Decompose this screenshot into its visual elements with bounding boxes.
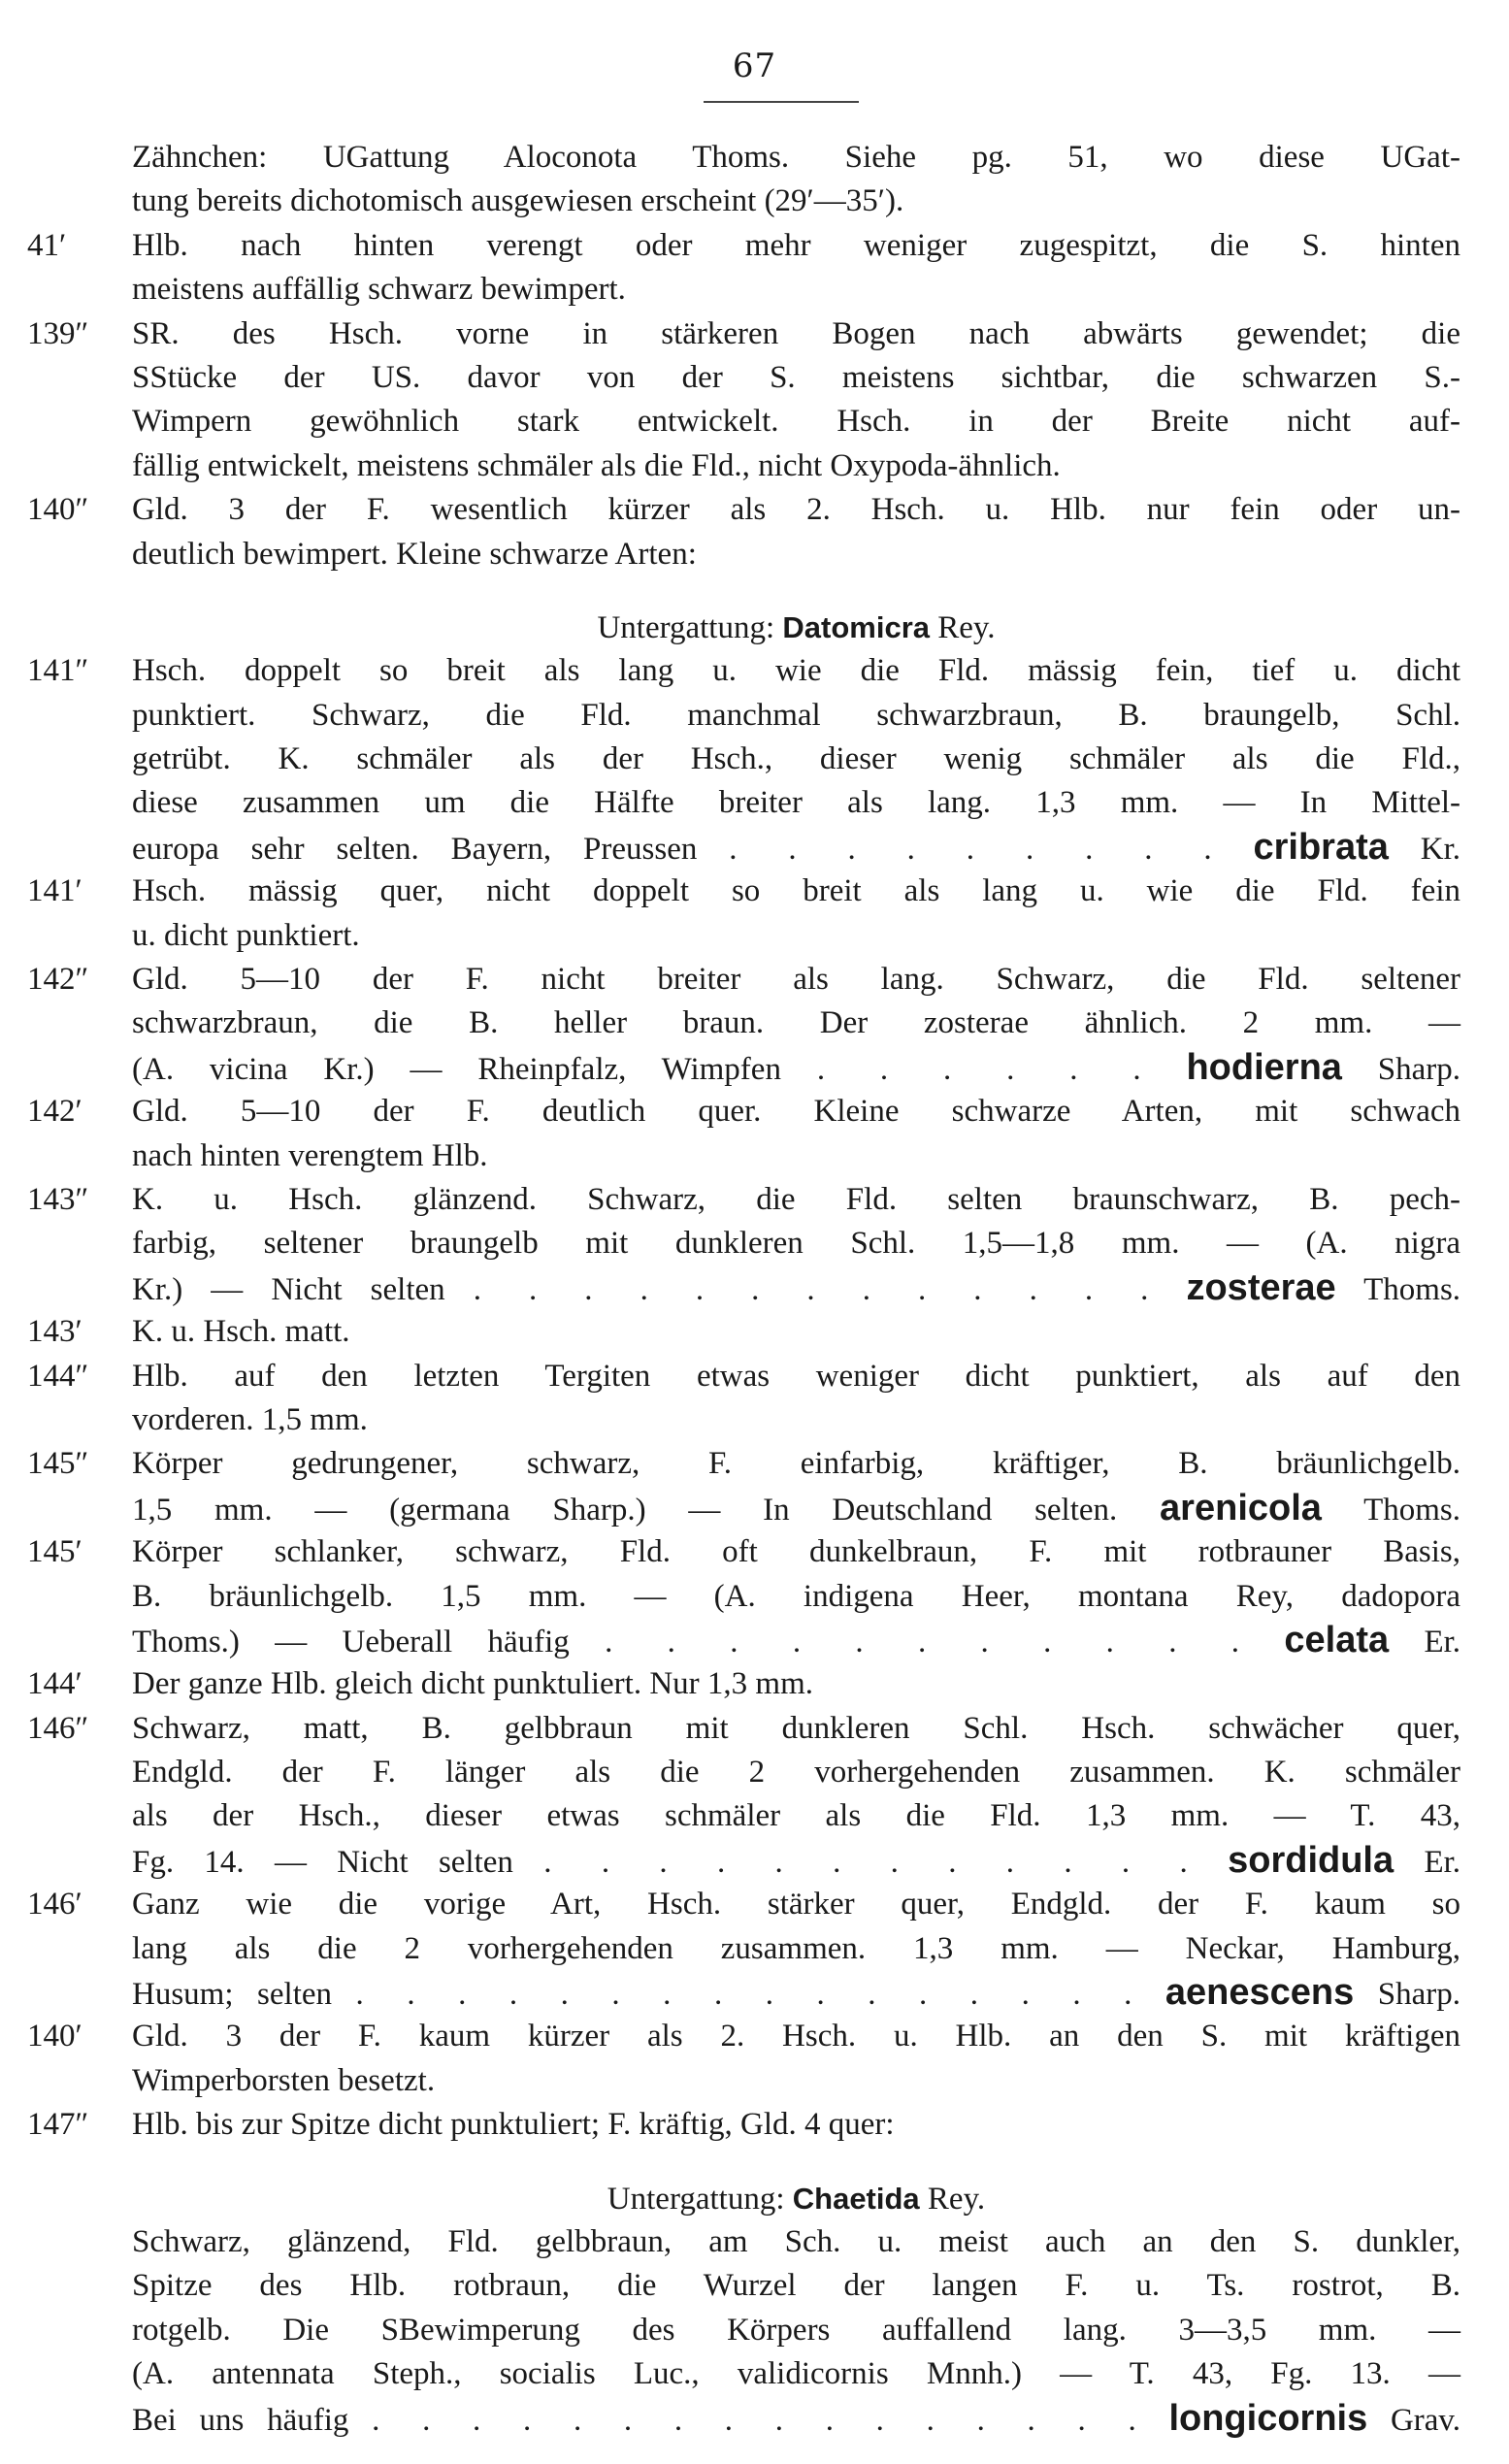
text-line xyxy=(0,1575,1509,1619)
species-author: Er. xyxy=(1424,1844,1461,1880)
text-line xyxy=(0,1707,1509,1751)
body-text: Körper gedrungener, schwarz, F. einfarbig, kräftiger, B. bräunlichgelb. xyxy=(132,1446,1460,1482)
text-line xyxy=(0,1090,1509,1133)
text-line xyxy=(0,1134,1509,1178)
species-line-text: Bei uns häufig xyxy=(132,2402,349,2438)
body-text: tung bereits dichotomisch ausgewiesen erscheint (29′—35′). xyxy=(132,183,904,219)
leader-dots: . . . . . . . . . . . . xyxy=(543,1844,1197,1880)
text-line xyxy=(0,1442,1509,1486)
body-text: SR. des Hsch. vorne in stärkeren Bogen nach abwärts gewendet; die xyxy=(132,315,1460,351)
body-text: Gld. 3 der F. wesentlich kürzer als 2. Hsch. u. Hlb. nur fein oder un- xyxy=(132,492,1460,528)
species-name: cribrata xyxy=(1253,826,1389,868)
text-line xyxy=(0,444,1509,488)
text-line xyxy=(0,1398,1509,1442)
species-line-text: Husum; selten xyxy=(132,1977,333,2013)
text-line xyxy=(0,2309,1509,2352)
species-author: Thoms. xyxy=(1363,1492,1460,1528)
text-line xyxy=(0,2103,1509,2147)
species-name: celata xyxy=(1284,1619,1390,1660)
body-text: punktiert. Schwarz, die Fld. manchmal schwarzbraun, B. braungelb, Schl. xyxy=(132,697,1460,733)
text-line xyxy=(0,649,1509,693)
couplet-number: 41′ xyxy=(27,227,67,263)
species-line xyxy=(132,2397,1460,2443)
species-name: aenescens xyxy=(1165,1972,1355,2014)
leader-dots: . . . . . . . . . . . xyxy=(605,1624,1250,1659)
species-line-text: europa sehr selten. Bayern, Preussen xyxy=(132,831,698,867)
text-line xyxy=(0,268,1509,312)
page-number-rule xyxy=(704,101,859,103)
species-line xyxy=(132,1266,1460,1312)
couplet-number: 140″ xyxy=(27,492,89,528)
body-text: Gld. 5—10 der F. nicht breiter als lang. Schwarz, die Fld. seltener xyxy=(132,962,1460,998)
text-line xyxy=(0,606,1509,649)
text-line xyxy=(0,1927,1509,1971)
species-line xyxy=(132,1839,1460,1885)
body-text: Gld. 3 der F. kaum kürzer als 2. Hsch. u. Hlb. an den S. mit kräftigen xyxy=(132,2019,1460,2054)
body-text: Hsch. mässig quer, nicht doppelt so breit als lang u. wie die Fld. fein xyxy=(132,873,1460,909)
species-author: Kr. xyxy=(1420,831,1461,867)
body-text: fällig entwickelt, meistens schmäler als die Fld., nicht Oxypoda-ähnlich. xyxy=(132,447,1061,483)
heading-author: Rey. xyxy=(930,609,996,645)
body-text: Gld. 5—10 der F. deutlich quer. Kleine schwarze Arten, mit schwach xyxy=(132,1094,1460,1130)
couplet-number: 144″ xyxy=(27,1358,89,1394)
text-line xyxy=(0,694,1509,738)
couplet-number: 141″ xyxy=(27,653,89,689)
text-line xyxy=(0,1046,1509,1090)
text-line xyxy=(0,1751,1509,1794)
text-line xyxy=(0,2177,1509,2220)
text-line xyxy=(0,1971,1509,2015)
body-text: schwarzbraun, die B. heller braun. Der zosterae ähnlich. 2 mm. — xyxy=(132,1005,1460,1041)
subgenus-name: Chaetida xyxy=(792,2181,920,2216)
text-line xyxy=(0,180,1509,223)
text-line xyxy=(0,1619,1509,1662)
body-text: lang als die 2 vorhergehenden zusammen. 1,3 mm. — Neckar, Hamburg, xyxy=(132,1930,1460,1966)
text-line xyxy=(0,312,1509,356)
body-text: Hlb. nach hinten verengt oder mehr weniger zugespitzt, die S. hinten xyxy=(132,227,1460,263)
body-text: nach hinten verengtem Hlb. xyxy=(132,1137,488,1173)
body-text: Wimpern gewöhnlich stark entwickelt. Hsch. in der Breite nicht auf- xyxy=(132,404,1460,440)
couplet-number: 139″ xyxy=(27,315,89,351)
couplet-number: 144′ xyxy=(27,1666,82,1702)
body-text: Endgld. der F. länger als die 2 vorhergehenden zusammen. K. schmäler xyxy=(132,1755,1460,1791)
species-line xyxy=(132,1619,1460,1664)
text-line xyxy=(0,1266,1509,1310)
body-text: getrübt. K. schmäler als der Hsch., dieser wenig schmäler als die Fld., xyxy=(132,741,1460,777)
couplet-number: 143′ xyxy=(27,1314,82,1350)
text-line xyxy=(0,533,1509,576)
subgenus-name: Datomicra xyxy=(782,609,931,644)
text-line xyxy=(0,1178,1509,1222)
text-line xyxy=(0,826,1509,870)
couplet-number: 146′ xyxy=(27,1887,82,1922)
leader-dots: . . . . . . . . . . . . . . . . xyxy=(355,1977,1142,2013)
species-line xyxy=(132,1487,1460,1532)
heading-prefix: Untergattung: xyxy=(607,2181,793,2217)
text-line xyxy=(0,1662,1509,1706)
subgenus-heading xyxy=(132,2177,1460,2221)
couplet-number: 145″ xyxy=(27,1446,89,1482)
body-text: Spitze des Hlb. rotbraun, die Wurzel der langen F. u. Ts. rostrot, B. xyxy=(132,2268,1460,2304)
couplet-number: 143″ xyxy=(27,1181,89,1217)
species-author: Sharp. xyxy=(1377,1051,1461,1087)
couplet-number: 142′ xyxy=(27,1094,82,1130)
species-line-text: Fg. 14. — Nicht selten xyxy=(132,1844,513,1880)
species-line xyxy=(132,1046,1460,1092)
body-text: Schwarz, matt, B. gelbbraun mit dunkleren Schl. Hsch. schwächer quer, xyxy=(132,1710,1460,1746)
body-text: meistens auffällig schwarz bewimpert. xyxy=(132,272,626,308)
text-line xyxy=(0,781,1509,825)
body-text: u. dicht punktiert. xyxy=(132,917,360,953)
text-line xyxy=(0,224,1509,268)
subgenus-heading xyxy=(132,606,1460,650)
text-line xyxy=(0,2397,1509,2441)
text-line xyxy=(0,488,1509,532)
text-line xyxy=(0,1794,1509,1838)
heading-author: Rey. xyxy=(919,2181,986,2217)
text-line xyxy=(0,576,1509,606)
couplet-number: 142″ xyxy=(27,962,89,998)
species-name: zosterae xyxy=(1186,1266,1336,1308)
text-line xyxy=(0,1310,1509,1354)
body-text: Hlb. bis zur Spitze dicht punktuliert; F. kräftig, Gld. 4 quer: xyxy=(132,2107,895,2143)
body-text: rotgelb. Die SBewimperung des Körpers auffallend lang. 3—3,5 mm. — xyxy=(132,2312,1460,2348)
couplet-number: 147″ xyxy=(27,2107,89,2143)
species-author: Sharp. xyxy=(1377,1977,1461,2013)
text-line xyxy=(0,2148,1509,2177)
species-name: longicornis xyxy=(1168,2397,1368,2439)
body-text: Schwarz, glänzend, Fld. gelbbraun, am Sch. u. meist auch an den S. dunkler, xyxy=(132,2223,1460,2259)
body-text: Zähnchen: UGattung Aloconota Thoms. Siehe pg. 51, wo diese UGat- xyxy=(132,140,1460,175)
body-text: Hsch. doppelt so breit als lang u. wie die Fld. mässig fein, tief u. dicht xyxy=(132,653,1460,689)
text-line xyxy=(0,2352,1509,2396)
leader-dots: . . . . . . . . . xyxy=(729,831,1222,867)
body-text: Körper schlanker, schwarz, Fld. oft dunkelbraun, F. mit rotbrauner Basis, xyxy=(132,1534,1460,1570)
species-line-text: Thoms.) — Ueberall häufig xyxy=(132,1624,570,1659)
species-line xyxy=(132,826,1460,871)
text-line xyxy=(0,1487,1509,1530)
leader-dots: . . . . . . xyxy=(816,1051,1151,1087)
species-author: Grav. xyxy=(1390,2402,1461,2438)
body-text: K. u. Hsch. glänzend. Schwarz, die Fld. selten braunschwarz, B. pech- xyxy=(132,1181,1460,1217)
text-line xyxy=(0,870,1509,913)
text-line xyxy=(0,914,1509,958)
text-line xyxy=(0,136,1509,180)
couplet-number: 145′ xyxy=(27,1534,82,1570)
species-line-text: 1,5 mm. — (germana Sharp.) — In Deutschland selten. xyxy=(132,1492,1118,1528)
text-line xyxy=(0,738,1509,781)
text-line xyxy=(0,2015,1509,2058)
text-line xyxy=(0,2220,1509,2264)
body-text: (A. antennata Steph., socialis Luc., validicornis Mnnh.) — T. 43, Fg. 13. — xyxy=(132,2356,1460,2392)
body-text: Wimperborsten besetzt. xyxy=(132,2062,436,2098)
species-name: hodierna xyxy=(1186,1046,1342,1088)
body-text: diese zusammen um die Hälfte breiter als lang. 1,3 mm. — In Mittel- xyxy=(132,785,1460,821)
text-line xyxy=(0,1530,1509,1574)
body-text: farbig, seltener braungelb mit dunkleren Schl. 1,5—1,8 mm. — (A. nigra xyxy=(132,1226,1460,1262)
body-text: vorderen. 1,5 mm. xyxy=(132,1401,368,1437)
body-text: B. bräunlichgelb. 1,5 mm. — (A. indigena Heer, montana Rey, dadopora xyxy=(132,1578,1460,1614)
leader-dots: . . . . . . . . . . . . . xyxy=(473,1271,1159,1307)
text-line xyxy=(0,1839,1509,1883)
species-name: arenicola xyxy=(1160,1487,1322,1528)
body-text: Hlb. auf den letzten Tergiten etwas weniger dicht punktiert, als auf den xyxy=(132,1358,1460,1394)
key-text xyxy=(0,136,1509,2441)
species-line-text: (A. vicina Kr.) — Rheinpfalz, Wimpfen xyxy=(132,1051,781,1087)
species-author: Thoms. xyxy=(1363,1271,1461,1307)
body-text: als der Hsch., dieser etwas schmäler als die Fld. 1,3 mm. — T. 43, xyxy=(132,1798,1460,1834)
heading-prefix: Untergattung: xyxy=(597,609,783,645)
text-line xyxy=(0,1883,1509,1926)
text-line xyxy=(0,1222,1509,1265)
text-line xyxy=(0,1355,1509,1398)
body-text: SStücke der US. davor von der S. meistens sichtbar, die schwarzen S.- xyxy=(132,359,1460,395)
text-line xyxy=(0,1002,1509,1045)
text-line xyxy=(0,958,1509,1002)
body-text: Ganz wie die vorige Art, Hsch. stärker quer, Endgld. der F. kaum so xyxy=(132,1887,1460,1922)
text-line xyxy=(0,356,1509,400)
text-line xyxy=(0,2264,1509,2308)
text-line xyxy=(0,400,1509,444)
couplet-number: 146″ xyxy=(27,1710,89,1746)
species-line-text: Kr.) — Nicht selten xyxy=(132,1271,445,1307)
leader-dots: . . . . . . . . . . . . . . . . xyxy=(372,2402,1146,2438)
page-number: 67 xyxy=(732,47,777,85)
species-line xyxy=(132,1971,1460,2017)
body-text: deutlich bewimpert. Kleine schwarze Arten: xyxy=(132,536,697,572)
body-text: Der ganze Hlb. gleich dicht punktuliert. Nur 1,3 mm. xyxy=(132,1666,813,1702)
body-text: K. u. Hsch. matt. xyxy=(132,1314,350,1350)
species-author: Er. xyxy=(1424,1624,1461,1659)
couplet-number: 141′ xyxy=(27,873,82,909)
text-line xyxy=(0,2059,1509,2103)
couplet-number: 140′ xyxy=(27,2019,82,2054)
species-name: sordidula xyxy=(1228,1839,1394,1881)
